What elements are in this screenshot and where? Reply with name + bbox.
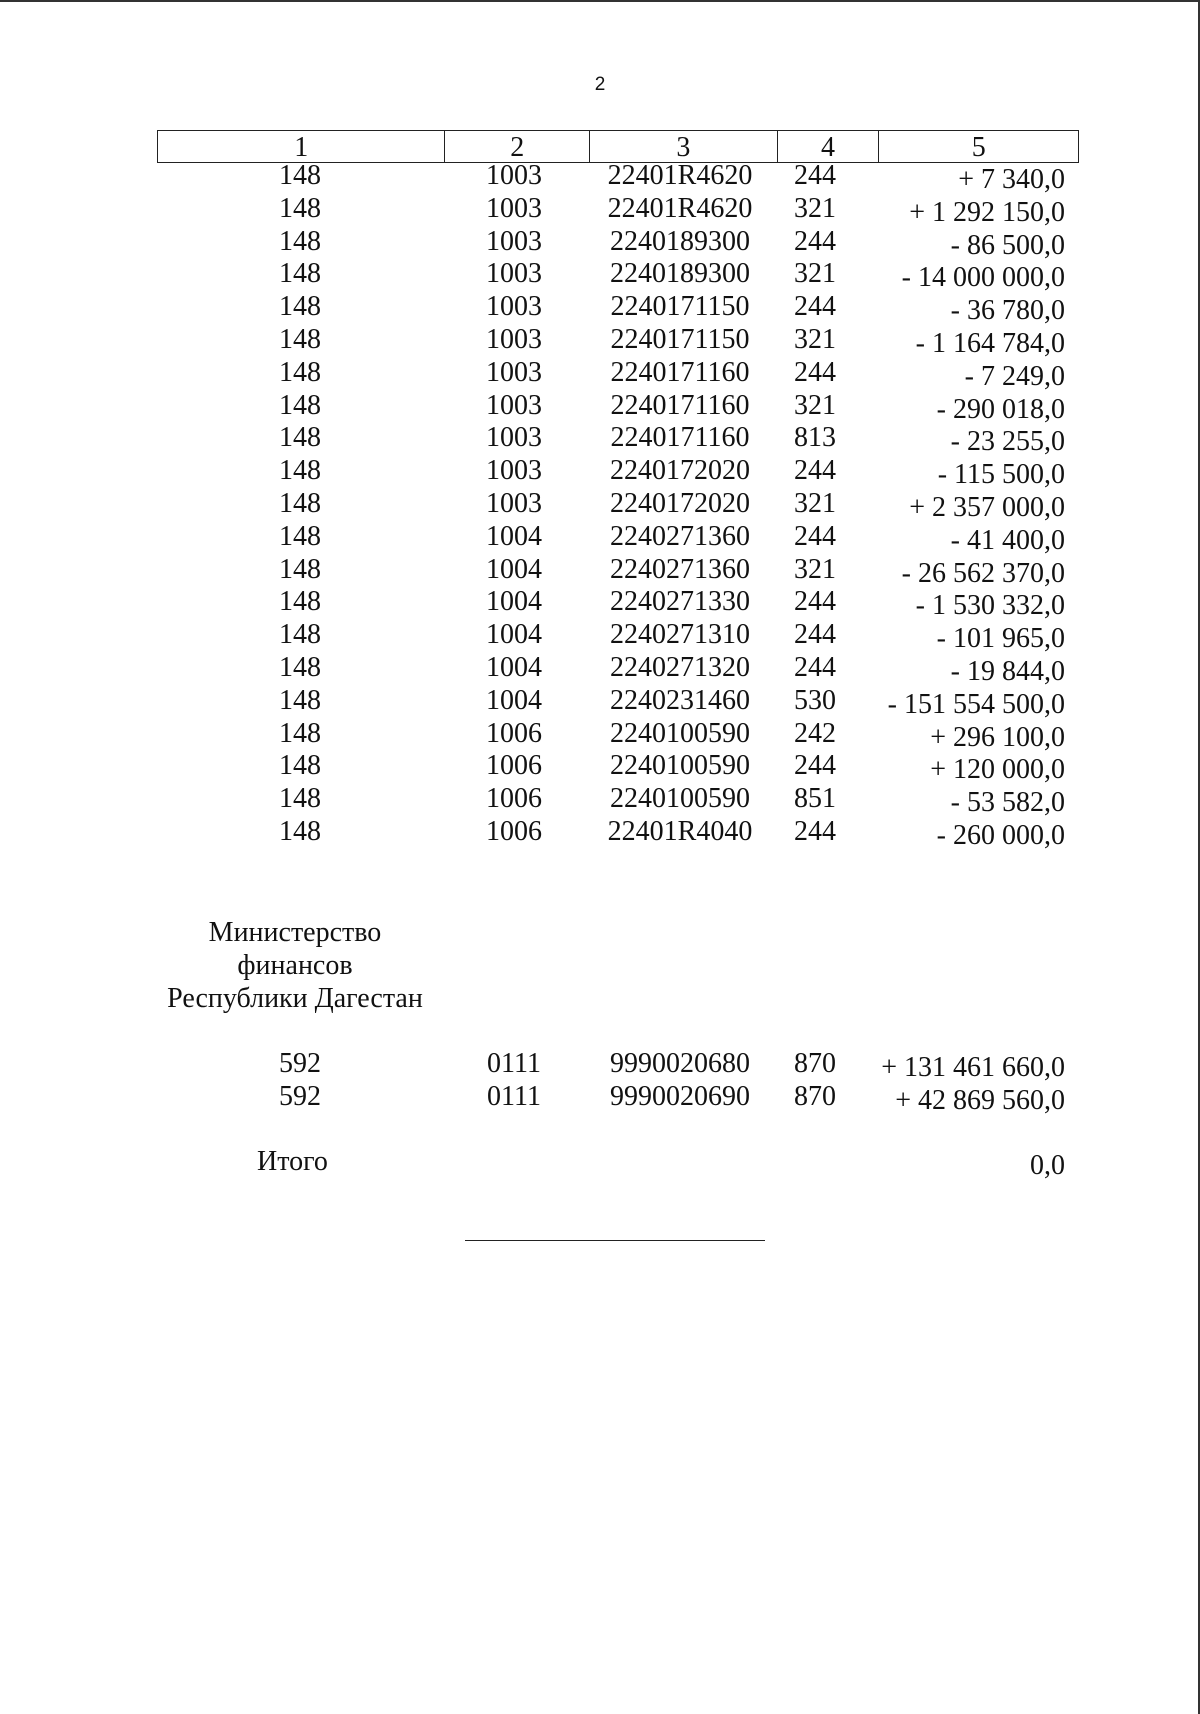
cell-amount: + 2 357 000,0 [909,492,1065,523]
cell-section: 1004 [486,520,542,552]
cell-section: 1003 [486,389,542,421]
cell-expense-type: 244 [794,750,836,782]
cell-expense-type: 870 [794,1081,836,1112]
cell-target-article: 2240271360 [610,520,750,552]
cell-target-article: 2240172020 [610,455,750,487]
cell-amount: + 131 461 660,0 [881,1052,1065,1083]
header-col-5: 5 [971,132,986,163]
cell-section: 1003 [486,422,542,454]
cell-expense-type: 244 [794,520,836,552]
cell-target-article: 2240271330 [610,586,750,618]
table-row [0,488,1200,521]
cell-target-article: 2240171160 [610,422,750,454]
cell-admin-code: 148 [279,783,321,815]
cell-expense-type: 244 [794,356,836,388]
cell-target-article: 9990020680 [610,1048,750,1079]
header-col-4: 4 [778,131,880,162]
cell-amount: + 120 000,0 [930,754,1065,786]
table-row [0,324,1200,357]
cell-expense-type: 321 [794,389,836,421]
cell-admin-code: 148 [279,717,321,749]
cell-amount: - 260 000,0 [936,820,1065,851]
header-col-3: 3 [590,131,778,162]
table-row [0,619,1200,655]
cell-target-article: 2240171150 [610,291,750,323]
cell-section: 1003 [486,455,542,487]
page-border-top [0,0,1200,2]
cell-amount: - 7 249,0 [964,360,1065,392]
cell-section: 1003 [486,258,542,290]
cell-expense-type: 244 [794,160,836,191]
cell-expense-type: 244 [794,619,836,651]
cell-target-article: 22401R4040 [607,816,753,847]
cell-target-article: 2240171160 [610,356,750,388]
cell-amount: - 1 164 784,0 [915,328,1065,359]
table-row [0,586,1200,622]
cell-admin-code: 148 [279,160,321,191]
cell-admin-code: 592 [279,1081,321,1112]
cell-expense-type: 244 [794,455,836,487]
table-row [0,718,1200,751]
cell-amount: + 42 869 560,0 [895,1085,1065,1116]
table-row [0,783,1200,819]
cell-admin-code: 148 [279,291,321,323]
cell-target-article: 2240271310 [610,619,750,651]
cell-admin-code: 148 [279,324,321,355]
cell-section: 1003 [486,225,542,257]
cell-expense-type: 244 [794,652,836,683]
cell-expense-type: 813 [794,422,836,454]
table-row [0,521,1200,554]
cell-admin-code: 148 [279,192,321,224]
cell-amount: - 41 400,0 [950,524,1065,556]
cell-target-article: 2240271320 [610,652,750,683]
ministry-name-line: Республики Дагестан [167,983,423,1014]
cell-target-article: 2240171150 [610,324,750,355]
cell-target-article: 2240100590 [610,750,750,782]
cell-amount: - 115 500,0 [937,459,1065,491]
cell-expense-type: 321 [794,258,836,290]
cell-target-article: 2240172020 [610,488,750,519]
cell-amount: - 151 554 500,0 [887,688,1065,720]
cell-amount: - 14 000 000,0 [901,262,1065,294]
cell-section: 1003 [486,291,542,323]
table-row [0,750,1200,786]
cell-expense-type: 321 [794,488,836,519]
cell-expense-type: 244 [794,586,836,618]
header-col-1: 1 [158,131,445,162]
table-row [0,652,1200,685]
table-row [0,258,1200,294]
cell-section: 0111 [487,1081,541,1112]
cell-target-article: 2240100590 [610,783,750,815]
cell-target-article: 2240271360 [610,553,750,585]
cell-admin-code: 148 [279,488,321,519]
table-row [0,226,1200,259]
end-rule [465,1240,765,1241]
cell-admin-code: 148 [279,520,321,552]
header-col-2: 2 [445,131,590,162]
cell-admin-code: 148 [279,356,321,388]
cell-section: 1006 [486,783,542,815]
cell-target-article: 2240171160 [610,389,750,421]
cell-target-article: 2240231460 [610,684,750,716]
cell-expense-type: 244 [794,291,836,323]
cell-admin-code: 148 [279,619,321,651]
cell-section: 1003 [486,356,542,388]
cell-expense-type: 321 [794,553,836,585]
table-header [157,130,1079,163]
table-row [0,160,1200,193]
cell-expense-type: 870 [794,1048,836,1079]
cell-amount: - 26 562 370,0 [901,557,1065,589]
cell-target-article: 9990020690 [610,1081,750,1112]
cell-admin-code: 148 [279,258,321,290]
page-number: 2 [594,74,606,95]
cell-amount: - 86 500,0 [950,229,1065,261]
table-row [0,816,1200,849]
table-row [0,193,1200,226]
cell-admin-code: 148 [279,422,321,454]
table-row [0,357,1200,390]
cell-admin-code: 148 [279,553,321,585]
cell-amount: - 36 780,0 [950,295,1065,327]
cell-target-article: 22401R4620 [607,192,753,224]
cell-section: 1003 [486,160,542,191]
cell-section: 1004 [486,619,542,651]
cell-amount: + 7 340,0 [958,164,1065,195]
cell-section: 1006 [486,816,542,847]
cell-section: 1004 [486,553,542,585]
ministry-name [145,916,445,1015]
cell-section: 1004 [486,586,542,618]
cell-section: 1003 [486,488,542,519]
table-row [0,1081,1200,1114]
cell-amount: - 19 844,0 [950,656,1065,687]
cell-admin-code: 148 [279,684,321,716]
cell-amount: - 23 255,0 [950,426,1065,458]
cell-section: 1006 [486,717,542,749]
cell-admin-code: 148 [279,750,321,782]
cell-amount: - 101 965,0 [936,623,1065,655]
cell-target-article: 2240189300 [610,225,750,257]
cell-admin-code: 592 [279,1048,321,1079]
cell-amount: - 1 530 332,0 [915,590,1065,622]
ministry-name-line: Министерство [208,917,382,948]
cell-expense-type: 851 [794,783,836,815]
cell-expense-type: 242 [794,717,836,749]
cell-amount: - 53 582,0 [950,787,1065,819]
cell-expense-type: 244 [794,225,836,257]
cell-section: 1004 [486,652,542,683]
cell-target-article: 2240100590 [610,717,750,749]
cell-section: 0111 [487,1048,541,1079]
cell-target-article: 22401R4620 [607,160,753,191]
cell-admin-code: 148 [279,389,321,421]
cell-section: 1006 [486,750,542,782]
cell-section: 1004 [486,684,542,716]
table-row [0,291,1200,327]
table-row [0,422,1200,458]
cell-amount: - 290 018,0 [936,393,1065,425]
ministry-name-line: финансов [237,950,353,981]
table-row [0,685,1200,718]
table-row [0,455,1200,491]
cell-admin-code: 148 [279,455,321,487]
total-value: 0,0 [1030,1150,1065,1181]
cell-admin-code: 148 [279,816,321,847]
table-row [0,390,1200,423]
cell-target-article: 2240189300 [610,258,750,290]
cell-amount: + 1 292 150,0 [909,196,1065,228]
cell-expense-type: 244 [794,816,836,847]
cell-section: 1003 [486,192,542,224]
table-row [0,1048,1200,1081]
cell-expense-type: 530 [794,684,836,716]
cell-admin-code: 148 [279,652,321,683]
cell-expense-type: 321 [794,192,836,224]
cell-expense-type: 321 [794,324,836,355]
cell-amount: + 296 100,0 [930,721,1065,753]
cell-admin-code: 148 [279,586,321,618]
total-label: Итого [257,1146,328,1177]
cell-section: 1003 [486,324,542,355]
table-row [0,554,1200,587]
cell-admin-code: 148 [279,225,321,257]
